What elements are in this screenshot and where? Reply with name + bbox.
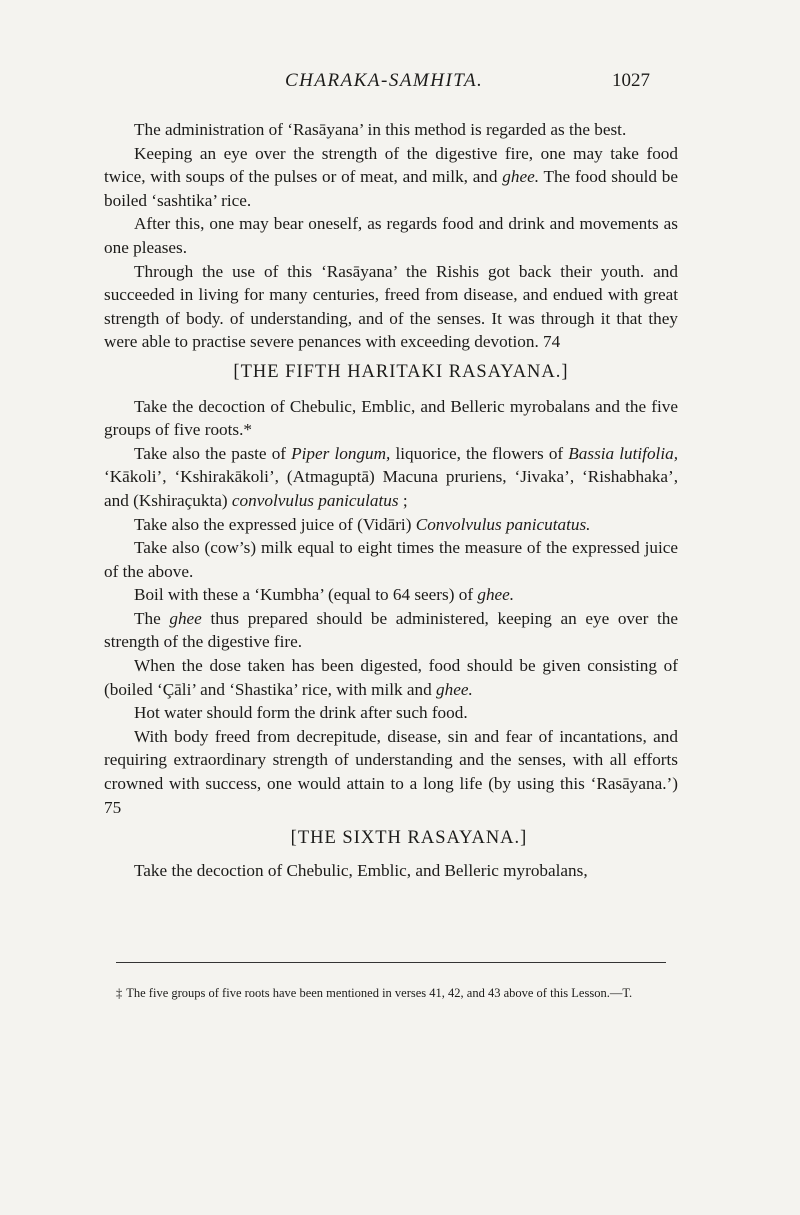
paragraph [104,442,678,513]
text-run: thus prepared should be administered, keeping an eye over the strength of the digestive fire. [104,608,678,652]
italic-term: ghee [169,608,202,628]
page-number: 1027 [612,70,650,91]
footnote [104,984,682,1003]
text-run: Take also the expressed juice of (Vidāri) [134,514,416,534]
paragraph: Take also (cow’s) milk equal to eight times the measure of the expressed juice of the above. [104,538,678,581]
footnote-rule [116,962,666,963]
running-title: CHARAKA-SAMHITA. [285,70,484,91]
footnote-text: The five groups of five roots have been mentioned in verses 41, 42, and 43 above of this Lesson.—T. [126,986,633,1000]
text-run: When the dose taken has been digested, food should be given consisting of (boiled ‘Çāli’ and ‘Shastika’ rice, with milk and [104,656,678,699]
paragraph: Through the use of this ‘Rasāyana’ the Rishis got back their youth. and succeeded in living for many centuries, freed from disease, and endued with great strength of body. of understanding, and of the senses. It was through it that they were able to practise severe penances with exceeding devotion. 74 [104,261,678,352]
paragraph [104,607,678,654]
text-run: The food should be boiled ‘sashtika’ rice. [104,167,679,210]
text-run: ‘Kākoli’, ‘Kshirakākoli’, (Atmaguptā) Macuna pruriens, ‘Jivaka’, ‘Rishabhaka’, and (Kshiraçukta) [104,467,678,510]
paragraph [104,142,678,213]
italic-term: Convolvulus panicutatus. [415,514,591,534]
italic-term: ghee. [477,585,515,605]
section-heading-fifth: [THE FIFTH HARITAKI RASAYANA.] [233,361,569,382]
italic-term: convolvulus paniculatus [231,490,399,510]
paragraph [104,513,678,537]
italic-term: ghee. [436,679,473,699]
paragraph [104,583,678,607]
text-run: liquorice, the flowers of [390,443,569,463]
paragraph: After this, one may bear oneself, as regards food and drink and movements as one pleases. [104,214,678,257]
text-run: The [134,608,170,628]
paragraph: Take the decoction of Chebulic, Emblic, and Belleric myrobalans and the five groups of five roots.* [104,396,678,440]
section-heading-sixth: [THE SIXTH RASAYANA.] [290,828,528,849]
italic-term: Bassia lutifolia, [568,443,678,463]
footnote-mark: ‡ [116,986,123,1000]
paragraph: Hot water should form the drink after such food. [134,703,468,723]
paragraph: Take the decoction of Chebulic, Emblic, and Belleric myrobalans, [134,860,588,880]
page-body [104,118,678,882]
text-run: Keeping an eye over the strength of the digestive fire, one may take food twice, with soups of the pulses or of meat, and milk, and [104,143,678,187]
text-run: Boil with these a ‘Kumbha’ (equal to 64 seers) of [134,585,478,605]
paragraph: The administration of ‘Rasāyana’ in this method is regarded as the best. [134,120,627,139]
italic-term: Piper longum, [291,443,391,463]
running-head [0,70,800,98]
paragraph: With body freed from decrepitude, disease, sin and fear of incantations, and requiring extraordinary strength of understanding and the senses, with all efforts crowned with success, one would attain to a long life (by using this ‘Rasāyana.’) 75 [104,726,678,817]
paragraph [104,654,678,701]
text-run: Take also the paste of [134,443,292,463]
text-run: ; [398,490,408,510]
italic-term: ghee. [502,167,540,187]
